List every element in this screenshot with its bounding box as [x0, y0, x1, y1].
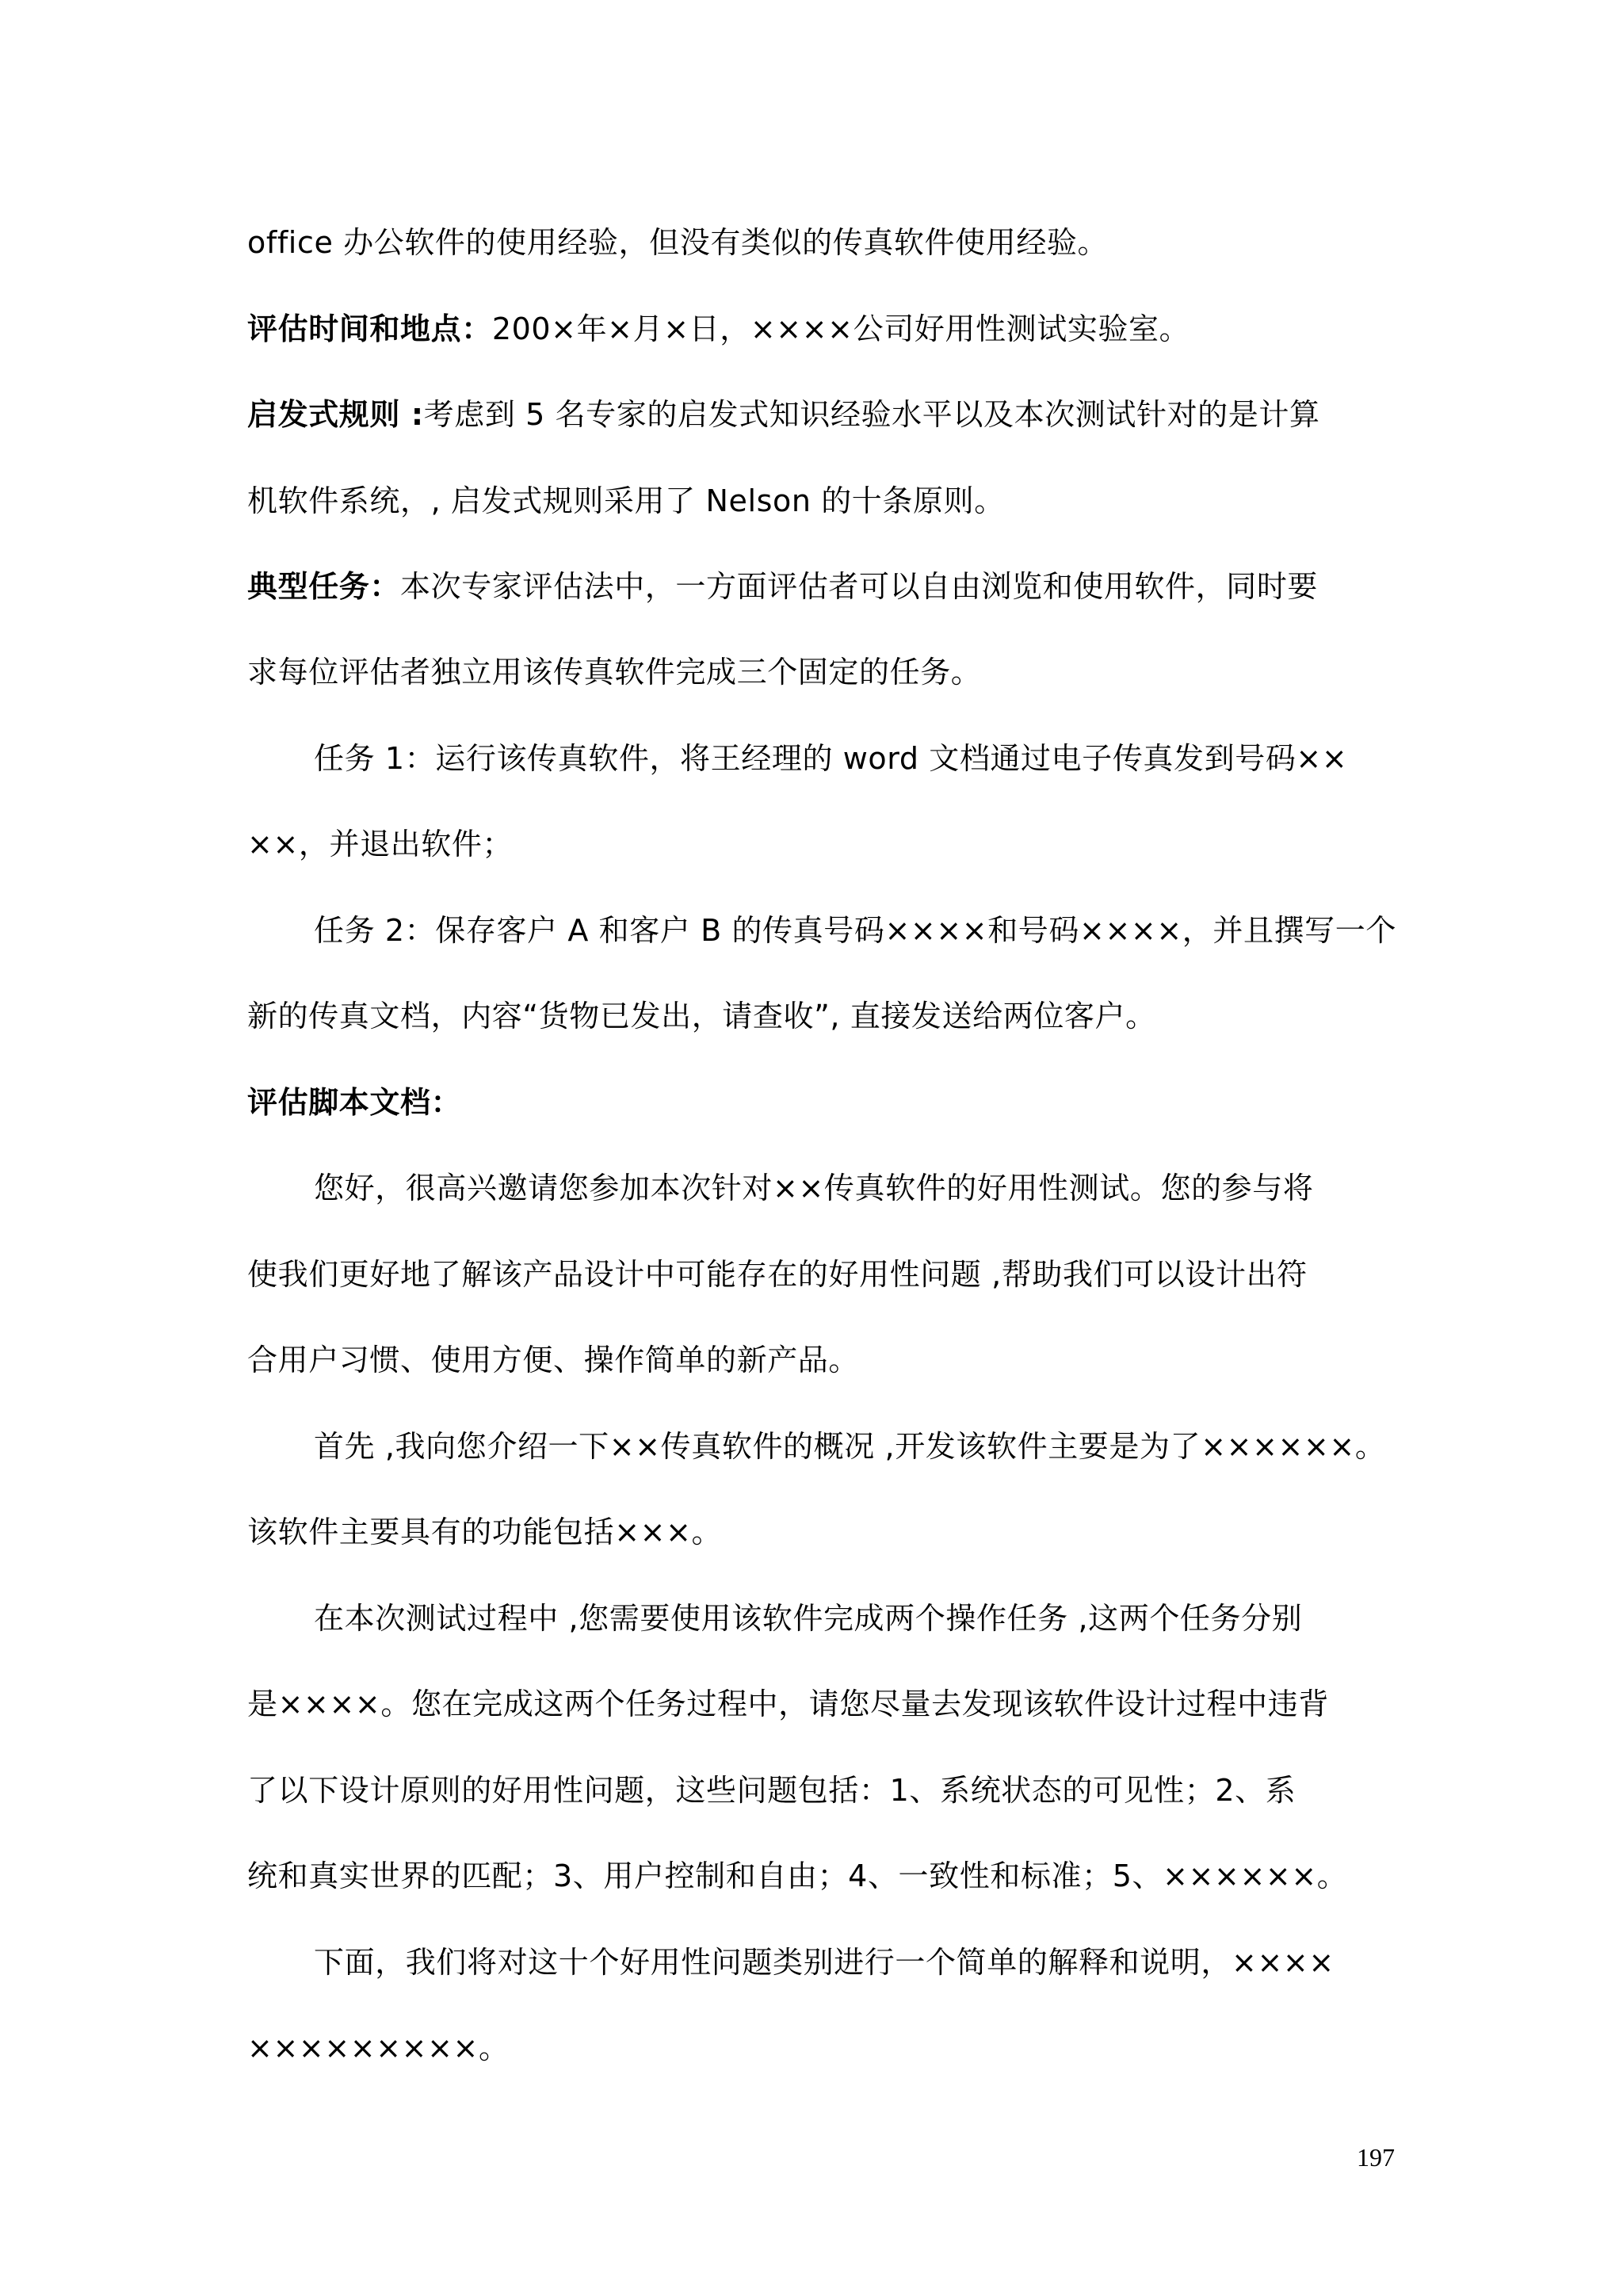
line-text: 本次专家评估法中，一方面评估者可以自由浏览和使用软件，同时要 — [400, 569, 1319, 604]
line-text: 任务 1：运行该传真软件，将王经理的 word 文档通过电子传真发到号码×× — [314, 741, 1348, 776]
section-label: 启发式规则 : — [247, 397, 424, 432]
line-text: 统和真实世界的匹配；3、用户控制和自由；4、一致性和标准；5、××××××。 — [247, 1859, 1348, 1893]
line-text: 使我们更好地了解该产品设计中可能存在的好用性问题 ,帮助我们可以设计出符 — [247, 1257, 1308, 1292]
paragraph-line — [247, 220, 1388, 265]
paragraph-line — [247, 2026, 1388, 2070]
paragraph-line — [247, 1252, 1388, 1297]
line-text: 该软件主要具有的功能包括×××。 — [247, 1515, 723, 1549]
section-label: 典型任务： — [247, 569, 401, 604]
line-text: 在本次测试过程中 ,您需要使用该软件完成两个操作任务 ,这两个任务分别 — [314, 1601, 1303, 1636]
line-text: 了以下设计原则的好用性问题，这些问题包括：1、系统状态的可见性；2、系 — [247, 1773, 1296, 1808]
paragraph-line — [247, 822, 1388, 866]
page-number: 197 — [1357, 2143, 1395, 2172]
section-label: 评估脚本文档： — [247, 1085, 462, 1120]
line-text: 您好，很高兴邀请您参加本次针对××传真软件的好用性测试。您的参与将 — [314, 1171, 1314, 1205]
line-text: 机软件系统，, 启发式规则采用了 Nelson 的十条原则。 — [247, 483, 1005, 518]
line-text: ××，并退出软件； — [247, 827, 514, 861]
heuristic-rules — [247, 392, 1388, 437]
paragraph-line — [247, 1682, 1388, 1726]
typical-tasks — [247, 564, 1388, 609]
paragraph-line — [314, 1940, 1388, 1985]
section-label: 评估时间和地点： — [247, 311, 492, 346]
paragraph-line — [247, 1510, 1388, 1554]
line-text: 考虑到 5 名专家的启发式知识经验水平以及本次测试针对的是计算 — [423, 397, 1320, 432]
task-2 — [314, 908, 1396, 953]
line-text: ×××××××××。 — [247, 2030, 510, 2065]
line-text: 下面，我们将对这十个好用性问题类别进行一个简单的解释和说明，×××× — [314, 1945, 1335, 1980]
task-1 — [314, 736, 1388, 781]
line-text: 合用户习惯、使用方便、操作简单的新产品。 — [247, 1343, 860, 1377]
line-text: 200×年×月×日，××××公司好用性测试实验室。 — [491, 311, 1190, 346]
line-text: 求每位评估者独立用该传真软件完成三个固定的任务。 — [247, 655, 982, 690]
line-text: 任务 2：保存客户 A 和客户 B 的传真号码××××和号码××××，并且撰写一个 — [314, 913, 1396, 948]
line-text: 新的传真文档，内容“货物已发出，请查收”, 直接发送给两位客户。 — [247, 999, 1156, 1033]
paragraph-line — [247, 1768, 1388, 1813]
line-text: office 办公软件的使用经验，但没有类似的传真软件使用经验。 — [247, 225, 1109, 260]
script-document-heading — [247, 1080, 1388, 1125]
paragraph-line — [247, 1338, 1388, 1382]
paragraph-line — [314, 1424, 1388, 1469]
paragraph-line — [247, 479, 1388, 523]
paragraph-line — [247, 994, 1388, 1038]
paragraph-line — [247, 650, 1388, 694]
paragraph-line — [314, 1596, 1388, 1641]
paragraph-line — [314, 1166, 1388, 1210]
line-text: 是××××。您在完成这两个任务过程中，请您尽量去发现该软件设计过程中违背 — [247, 1687, 1329, 1721]
evaluation-time-place — [247, 307, 1388, 351]
line-text: 首先 ,我向您介绍一下××传真软件的概况 ,开发该软件主要是为了××××××。 — [314, 1429, 1386, 1464]
paragraph-line — [247, 1854, 1388, 1898]
